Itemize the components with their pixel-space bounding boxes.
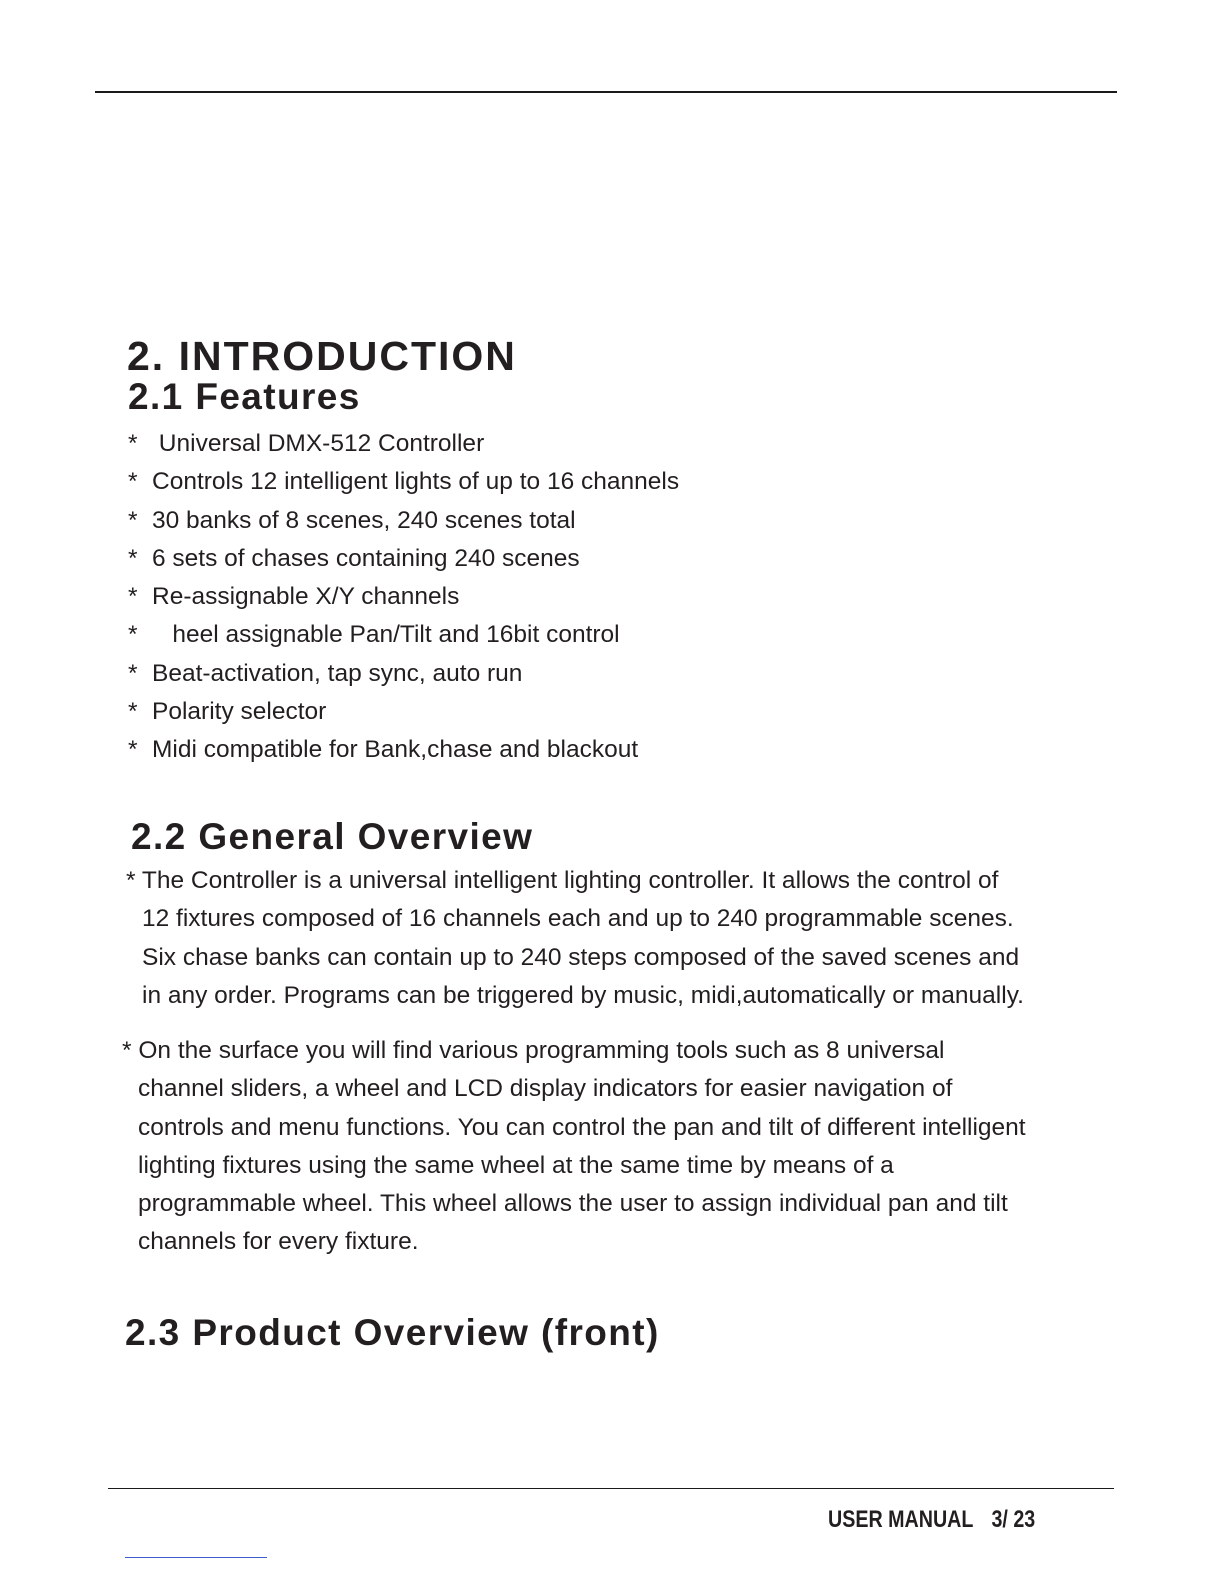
features-heading: 2.1 Features bbox=[128, 376, 361, 417]
feature-text: Beat-activation, tap sync, auto run bbox=[152, 659, 523, 687]
feature-text: 6 sets of chases containing 240 scenes bbox=[152, 544, 580, 572]
general-overview-heading: 2.2 General Overview bbox=[131, 816, 534, 857]
feature-text: heel assignable Pan/Tilt and 16bit control bbox=[152, 621, 620, 649]
footer-label: USER MANUAL bbox=[828, 1506, 974, 1533]
feature-text: Controls 12 intelligent lights of up to 16 channels bbox=[152, 468, 680, 496]
chapter-title: 2. INTRODUCTION bbox=[127, 333, 517, 379]
bullet: * bbox=[128, 544, 138, 572]
paragraph-line: controls and menu functions. You can control the pan and tilt of different intelligent bbox=[138, 1113, 1026, 1141]
page-number: 3/ 23 bbox=[991, 1506, 1036, 1533]
feature-item bbox=[128, 540, 679, 578]
bullet: * bbox=[128, 468, 138, 496]
paragraph-line: * The Controller is a universal intelligent lighting controller. It allows the control of bbox=[126, 867, 999, 894]
paragraph-line: in any order. Programs can be triggered by music, midi,automatically or manually. bbox=[142, 981, 1024, 1009]
feature-item bbox=[128, 693, 679, 731]
bullet: * bbox=[128, 583, 138, 611]
bullet: * bbox=[128, 659, 138, 687]
product-overview-heading: 2.3 Product Overview (front) bbox=[125, 1312, 660, 1353]
paragraph-line: * On the surface you will find various programming tools such as 8 universal bbox=[122, 1037, 945, 1064]
feature-text: 30 banks of 8 scenes, 240 scenes total bbox=[152, 506, 576, 534]
feature-item bbox=[128, 578, 679, 616]
feature-item bbox=[128, 463, 679, 501]
feature-item bbox=[128, 731, 679, 769]
bullet: * bbox=[128, 698, 138, 726]
paragraph-line: lighting fixtures using the same wheel at the same time by means of a bbox=[138, 1151, 894, 1179]
bullet: * bbox=[128, 430, 138, 457]
feature-text: Polarity selector bbox=[152, 698, 327, 726]
feature-item bbox=[128, 616, 679, 654]
header-rule bbox=[95, 91, 1117, 93]
paragraph-line: channels for every fixture. bbox=[138, 1228, 419, 1256]
feature-text: Universal DMX-512 Controller bbox=[152, 430, 485, 457]
paragraph-line: programmable wheel. This wheel allows the user to assign individual pan and tilt bbox=[138, 1190, 1008, 1218]
overview-paragraph-2 bbox=[122, 1032, 1026, 1262]
paragraph-line: channel sliders, a wheel and LCD display indicators for easier navigation of bbox=[138, 1075, 953, 1103]
paragraph-line: Six chase banks can contain up to 240 steps composed of the saved scenes and bbox=[142, 943, 1020, 971]
bullet: * bbox=[128, 621, 138, 649]
feature-item bbox=[128, 655, 679, 693]
page-footer bbox=[828, 1505, 1035, 1535]
feature-text: Midi compatible for Bank,chase and blackout bbox=[152, 736, 639, 764]
feature-text: Re-assignable X/Y channels bbox=[152, 583, 460, 611]
features-list bbox=[128, 425, 679, 770]
feature-item bbox=[128, 502, 679, 540]
overview-paragraph-1 bbox=[126, 862, 1024, 1015]
feature-item bbox=[128, 425, 679, 463]
paragraph-line: 12 fixtures composed of 16 channels each and up to 240 programmable scenes. bbox=[142, 905, 1014, 933]
footer-link-underline bbox=[125, 1557, 267, 1558]
footer-rule bbox=[108, 1488, 1114, 1489]
bullet: * bbox=[128, 736, 138, 764]
bullet: * bbox=[128, 506, 138, 534]
